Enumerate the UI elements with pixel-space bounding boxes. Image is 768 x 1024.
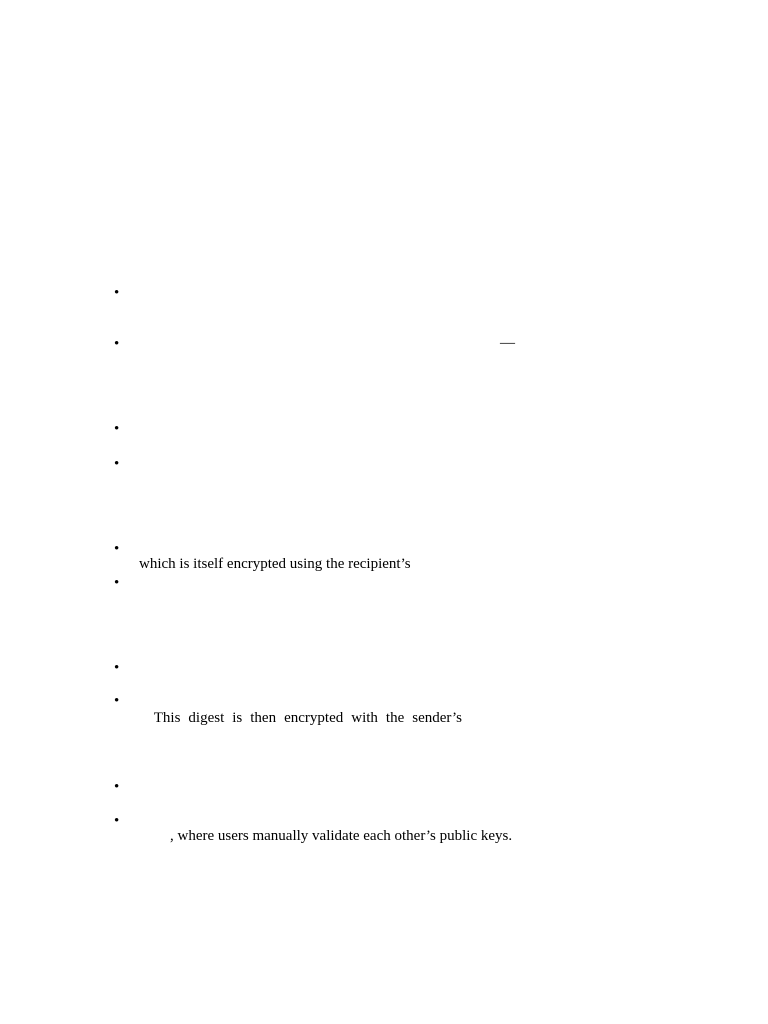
recipient-key-text: which is itself encrypted using the recipient’s bbox=[139, 556, 411, 572]
em-dash: — bbox=[500, 335, 515, 351]
word: sender’s bbox=[412, 710, 462, 726]
word: is bbox=[232, 710, 243, 726]
word: the bbox=[385, 710, 405, 726]
word: digest bbox=[188, 710, 225, 726]
digest-encryption-text bbox=[139, 691, 470, 745]
word: This bbox=[153, 710, 181, 726]
bullet-point: • bbox=[114, 336, 120, 352]
bullet-point: • bbox=[114, 541, 120, 557]
word: encrypted bbox=[284, 710, 344, 726]
word: then bbox=[250, 710, 277, 726]
web-of-trust-text: , where users manually validate each other’s public keys. bbox=[170, 828, 513, 844]
bullet-point: • bbox=[114, 813, 120, 829]
bullet-point: • bbox=[114, 575, 120, 591]
bullet-point: • bbox=[114, 660, 120, 676]
bullet-point: • bbox=[114, 285, 120, 301]
word: with bbox=[351, 710, 378, 726]
bullet-point: • bbox=[114, 693, 120, 709]
bullet-point: • bbox=[114, 456, 120, 472]
bullet-point: • bbox=[114, 421, 120, 437]
bullet-point: • bbox=[114, 779, 120, 795]
